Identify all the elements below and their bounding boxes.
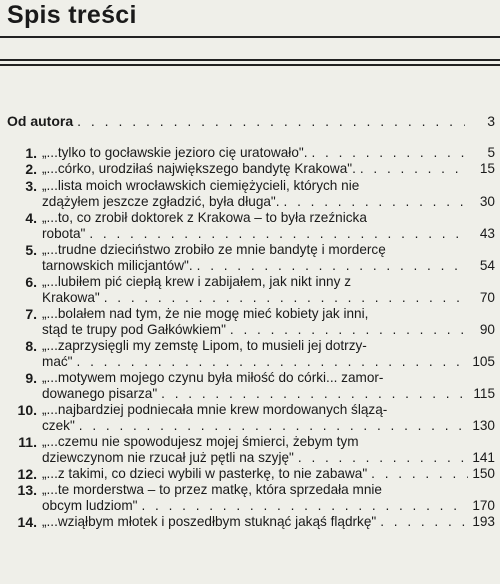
toc-entry[interactable] (7, 370, 495, 402)
dot-leader (161, 386, 469, 402)
entry-number: 3. (25, 177, 37, 194)
entry-page-number: 5 (487, 145, 495, 160)
entry-number: 7. (25, 305, 37, 322)
dot-leader (104, 290, 469, 306)
top-rule (0, 36, 500, 38)
entry-title-line: „...tylko to gocławskie jezioro cię uratowało". (42, 145, 308, 160)
entry-title-line: Krakowa" (42, 289, 100, 305)
intro-label: Od autora (7, 113, 74, 129)
dot-leader (311, 145, 469, 161)
toc-entry[interactable] (7, 210, 495, 242)
entry-title-line: „...wziąłbym młotek i poszedłbym stuknąć jakąś flądrkę" (42, 514, 377, 530)
toc-entry[interactable] (7, 466, 495, 482)
dot-leader (141, 498, 468, 514)
entry-title-line: „...czemu nie spowodujesz mojej śmierci, żebym tym (42, 433, 359, 449)
entry-number: 10. (17, 401, 37, 418)
toc-entry[interactable] (7, 178, 495, 210)
entry-title-line: „...te morderstwa – to przez matkę, która sprzedała mnie (42, 482, 382, 498)
entry-title-line: dowanego pisarza" (42, 385, 158, 401)
toc-entry[interactable] (7, 402, 495, 434)
entry-page-number: 43 (479, 225, 495, 241)
entry-page-number: 170 (472, 498, 495, 514)
dot-leader (298, 450, 468, 466)
dot-leader (230, 322, 469, 338)
entry-page-number: 30 (479, 193, 495, 209)
entry-number: 12. (17, 465, 37, 482)
toc-entry[interactable] (7, 242, 495, 274)
entry-number: 5. (25, 241, 37, 258)
dot-leader (360, 161, 469, 177)
toc-entry[interactable] (7, 338, 495, 370)
dot-leader (284, 194, 469, 210)
entry-title-line: „...zaprzysięgli my zemstę Lipom, to musieli jej dotrzy- (42, 337, 367, 353)
entry-number: 13. (17, 482, 37, 499)
entry-number: 8. (25, 337, 37, 354)
entry-title-line: zdążyłem jeszcze zgładzić, była długa". (42, 193, 280, 209)
entry-title-line: „...córko, urodziłaś największego bandytę Krakowa". (42, 161, 356, 177)
entry-title-line: „...trudne dzieciństwo zrobiło ze mnie bandytę i mordercę (42, 241, 386, 257)
entry-title-line: „...lubiłem pić ciepłą krew i zabijałem, jak nikt inny z (42, 273, 351, 289)
toc-entry[interactable] (7, 514, 495, 530)
entry-number: 4. (25, 209, 37, 226)
entry-page-number: 141 (472, 449, 495, 465)
toc-intro-entry[interactable] (7, 113, 495, 130)
intro-page-number: 3 (487, 113, 495, 129)
entry-number: 11. (18, 433, 37, 450)
dot-leader (77, 113, 465, 130)
toc-entry[interactable] (7, 306, 495, 338)
dot-leader (77, 354, 469, 370)
entry-number: 2. (25, 161, 37, 178)
entry-page-number: 70 (479, 289, 495, 305)
entry-page-number: 54 (479, 257, 495, 273)
toc-entry[interactable] (7, 161, 495, 177)
dot-leader (371, 466, 468, 482)
entry-number: 14. (17, 514, 37, 531)
entry-title-line: „...motywem mojego czynu była miłość do córki... zamor- (42, 369, 384, 385)
entry-title-line: stąd te trupy pod Gałkówkiem" (42, 321, 226, 337)
entry-number: 9. (25, 369, 37, 386)
entry-title-line: „...lista moich wrocławskich ciemiężycieli, których nie (42, 177, 360, 193)
toc-entry[interactable] (7, 145, 495, 161)
entry-page-number: 193 (472, 514, 495, 530)
entry-page-number: 15 (479, 161, 495, 177)
entry-number: 6. (25, 273, 37, 290)
entry-title-line: robota" (42, 225, 86, 241)
entry-title-line: mać" (42, 353, 73, 369)
entry-title-line: obcym ludziom" (42, 498, 138, 514)
entry-title-line: tarnowskich milicjantów". (42, 257, 193, 273)
toc-entry[interactable] (7, 434, 495, 466)
page-title: Spis treści (7, 1, 137, 29)
dot-leader (79, 418, 469, 434)
entry-title-line: czek" (42, 417, 75, 433)
toc-list (7, 145, 495, 531)
dot-leader (380, 514, 468, 530)
dot-leader (89, 226, 469, 242)
entry-title-line: „...bolałem nad tym, że nie mogę mieć kobiety jak inni, (42, 305, 369, 321)
entry-title-line: dziewczynom nie rzucał już pętli na szyję" (42, 449, 294, 465)
toc-entry[interactable] (7, 274, 495, 306)
entry-page-number: 130 (472, 417, 495, 433)
entry-page-number: 105 (472, 353, 495, 369)
divider-rule-lower (0, 64, 500, 66)
divider-rule-upper (0, 59, 500, 61)
entry-title-line: „...najbardziej podniecała mnie krew mordowanych ślązą- (42, 401, 388, 417)
entry-page-number: 150 (472, 465, 495, 481)
entry-title-line: „...z takimi, co dzieci wybili w pasterkę, to nie zabawa" (42, 465, 368, 481)
toc-entry[interactable] (7, 482, 495, 514)
entry-page-number: 115 (473, 385, 495, 401)
entry-number: 1. (25, 145, 37, 161)
entry-title-line: „...to, co zrobił doktorek z Krakowa – to była rzeźnicka (42, 209, 367, 225)
dot-leader (197, 258, 469, 274)
entry-page-number: 90 (479, 321, 495, 337)
